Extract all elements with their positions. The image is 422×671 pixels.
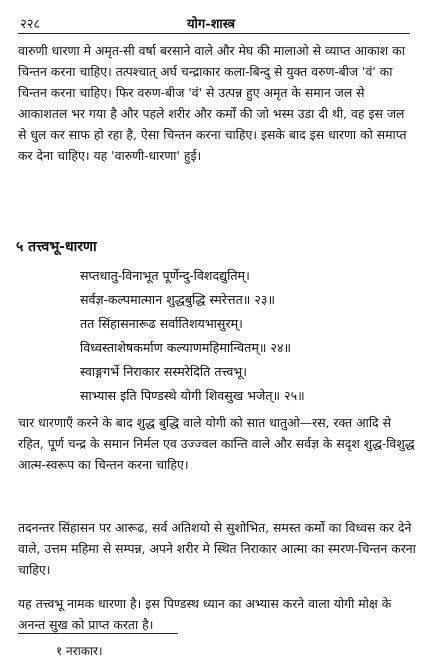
verse-line: विध्वस्ताशेषकर्माण कल्याणमहिमान्वितम्॥ २४॥ — [80, 340, 292, 355]
commentary-paragraph: तदनन्तर सिंहासन पर आरूढ, सर्व अतिशयो से सुशोभित, समस्त कर्मो का विध्वस कर देने वाले, उत्तम महिमा से सम्पन्न, अपने शरीर मे स्थित निराकार आत्मा का स्मरण-चिन्तन करना चाहिए। — [18, 520, 416, 577]
footnote: १ नराकार। — [56, 644, 103, 658]
verse-block — [80, 264, 305, 408]
varuni-dharana-paragraph: वारुणी धारणा मे अमृत-सी वर्षा बरसाने वाले और मेघ की मालाओ से व्याप्त आकाश का चिन्तन करना चाहिए। तत्पश्चात् अर्घ चन्द्राकार कला-बिन्दु से युक्त वरुण-बीज 'वं' का चिन्तन करना चाहिए। फिर वरुण-बीज 'वं' से उत्पन्न हुए अमृत के समान जल से आकाशतल भर गया है और पहले शरीर और कर्मों की जो भस्म उडा दी थी, वह इस जल से धुल कर साफ हो रहा है, ऐसा चिन्तन करना चाहिए। इसके बाद इस धारणा को समाप्त कर देना चाहिए। यह 'वारुणी-धारणा' हुई। — [18, 43, 407, 163]
verse-line: सप्तधातु-विनाभूत पूर्णेन्दु-विशदद्युतिम्। — [80, 268, 250, 283]
verse-line: तत सिंहासनारूढ सर्वातिशयभासुरम्। — [80, 316, 243, 331]
footnote-divider — [18, 633, 178, 634]
page-number: २२८ — [20, 17, 41, 32]
commentary-paragraph: चार धारणाएँ करने के बाद शुद्ध बुद्धि वाले योगी को सात धातुओ—रस, रक्त आदि से रहित, पूर्ण चन्द्र के समान निर्मल एव उज्ज्वल कान्ति वाले और सर्वज्ञ के सदृश शुद्ध-विशुद्ध आत्म-स्वरूप का चिन्तन करना चाहिए। — [18, 415, 415, 472]
commentary-paragraph: यह तत्त्वभू नामक धारणा है। इस पिण्डस्थ ध्यान का अभ्यास करने वाला योगी मोक्ष के अनन्त सुख को प्राप्त करता है। — [18, 596, 392, 632]
verse-line: सर्वज्ञ-कल्पमात्मान शुद्धबुद्धि स्मरेत्तत॥ २३॥ — [80, 292, 275, 307]
verse-line: साभ्यास इति पिण्डस्थे योगी शिवसुख भजेत्॥ २५॥ — [80, 388, 305, 403]
section-heading: ५ तत्त्वभू-धारणा — [16, 239, 97, 255]
header-divider — [18, 33, 410, 34]
verse-line: स्वाङ्गगर्भे निराकार सस्मरेदिति तत्त्वभू। — [80, 364, 247, 379]
running-title: योग-शास्त्र — [186, 17, 236, 32]
